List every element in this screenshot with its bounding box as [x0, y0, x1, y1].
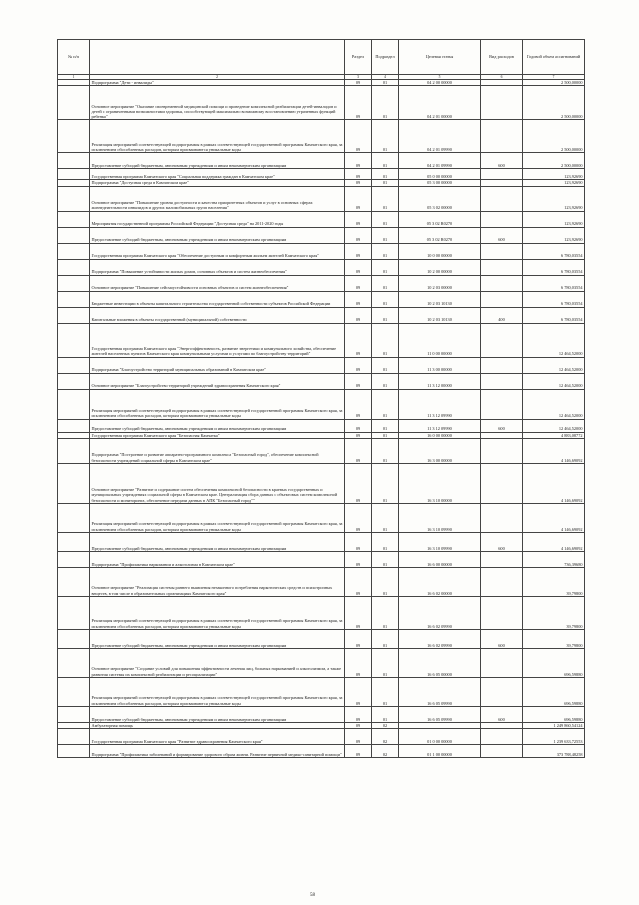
table-row [58, 551, 585, 567]
row-sum-cell: 4 883,08772 [523, 432, 585, 438]
row-vr-cell [481, 389, 523, 419]
row-razdel-cell: 09 [345, 432, 372, 438]
row-razdel-cell: 09 [345, 120, 372, 153]
row-podrazdel-cell: 01 [372, 169, 399, 180]
row-vr-cell: 600 [481, 227, 523, 243]
row-name-cell: Государственная программа Камчатского края "Развитие здравоохранения Камчатского края" [90, 728, 345, 744]
row-podrazdel-cell: 01 [372, 629, 399, 648]
row-number-cell [58, 186, 90, 211]
row-razdel-cell: 09 [345, 722, 372, 728]
table-row [58, 120, 585, 153]
row-podrazdel-cell: 01 [372, 186, 399, 211]
row-name-cell: Основное мероприятие "Развитие и содержание систем обеспечения комплексной безопасности в краевых государственных и муниципальных учреждениях социальной сферы в Камчатском крае. Централизация сбора данных с объектовых систем комплексной безопасности и мониторинга, обеспечение передачи данных в АПК "Безопасный город"" [90, 463, 345, 503]
page-number: 58 [310, 893, 315, 898]
row-name-cell: Предоставление субсидий бюджетным, автономным учреждениям и иным некоммерческим организациям [90, 153, 345, 169]
budget-table [57, 39, 585, 758]
row-razdel-cell: 09 [345, 323, 372, 357]
row-name-cell: Подпрограмма "Профилактика наркомании и алкоголизма в Камчатском крае" [90, 551, 345, 567]
row-vr-cell: 600 [481, 419, 523, 432]
row-name-cell: Подпрограмма "Профилактика заболеваний и формирование здорового образа жизни. Развитие первичной медико-санитарной помощи" [90, 744, 345, 757]
table-row [58, 373, 585, 389]
col-number: 1 [58, 75, 90, 80]
row-vr-cell [481, 291, 523, 307]
row-cs-cell: 16 0 00 00000 [399, 432, 481, 438]
row-sum-cell: 12 464,52000 [523, 419, 585, 432]
row-number-cell [58, 275, 90, 291]
row-cs-cell: 01 0 00 00000 [399, 728, 481, 744]
row-vr-cell [481, 438, 523, 463]
row-cs-cell: 16 6 02 09990 [399, 629, 481, 648]
row-name-cell: Государственная программа Камчатского края "Безопасная Камчатка" [90, 432, 345, 438]
row-vr-cell [481, 186, 523, 211]
row-podrazdel-cell: 01 [372, 120, 399, 153]
row-number-cell [58, 389, 90, 419]
row-name-cell: Подпрограмма "Дети - инвалиды" [90, 80, 345, 86]
row-sum-cell: 123,92690 [523, 211, 585, 227]
row-cs-cell: 04 2 00 00000 [399, 80, 481, 86]
row-sum-cell: 696,59880 [523, 677, 585, 706]
row-cs-cell: 10 2 03 10130 [399, 291, 481, 307]
row-cs-cell: 04 2 01 09990 [399, 153, 481, 169]
row-sum-cell: 1 239 633,72553 [523, 728, 585, 744]
header-name [90, 40, 345, 75]
row-number-cell [58, 291, 90, 307]
row-number-cell [58, 323, 90, 357]
row-vr-cell [481, 744, 523, 757]
header-vr: Вид расходов [481, 40, 523, 75]
row-number-cell [58, 419, 90, 432]
table-row [58, 227, 585, 243]
row-sum-cell: 12 464,52000 [523, 323, 585, 357]
table-row [58, 291, 585, 307]
row-razdel-cell: 09 [345, 169, 372, 180]
table-row [58, 86, 585, 120]
row-podrazdel-cell: 02 [372, 728, 399, 744]
row-cs-cell: 16 3 10 09990 [399, 532, 481, 551]
row-sum-cell: 2 500,00000 [523, 120, 585, 153]
row-name-cell: Подпрограмма "Повышение устойчивости жилых домов, основных объектов и систем жизнеобеспечения" [90, 259, 345, 275]
row-podrazdel-cell: 01 [372, 153, 399, 169]
row-razdel-cell: 09 [345, 80, 372, 86]
table-row [58, 323, 585, 357]
row-podrazdel-cell: 01 [372, 291, 399, 307]
row-name-cell: Основное мероприятие "Оказание своевременной медицинской помощи и проведение комплексной реабилитации детей-инвалидов и детей с ограниченными возможностями здоровья, способствующей максимально возможному восстановлению утраченных функций ребенка" [90, 86, 345, 120]
row-podrazdel-cell: 01 [372, 463, 399, 503]
row-vr-cell [481, 323, 523, 357]
table-row [58, 419, 585, 432]
row-podrazdel-cell: 01 [372, 275, 399, 291]
table-row [58, 596, 585, 629]
row-sum-cell: 39,79800 [523, 596, 585, 629]
row-cs-cell: 16 3 10 00000 [399, 463, 481, 503]
table-row [58, 503, 585, 532]
row-podrazdel-cell: 02 [372, 722, 399, 728]
row-sum-cell: 6 780,03554 [523, 291, 585, 307]
row-podrazdel-cell: 01 [372, 227, 399, 243]
row-razdel-cell: 09 [345, 438, 372, 463]
row-name-cell: Предоставление субсидий бюджетным, автономным учреждениям и иным некоммерческим организациям [90, 629, 345, 648]
row-razdel-cell: 09 [345, 551, 372, 567]
row-name-cell: Подпрограмма "Благоустройство территорий муниципальных образований в Камчатском крае" [90, 357, 345, 373]
row-number-cell [58, 677, 90, 706]
row-vr-cell [481, 243, 523, 259]
table-row [58, 706, 585, 722]
table-row [58, 275, 585, 291]
row-razdel-cell: 09 [345, 596, 372, 629]
row-cs-cell: 10 2 00 00000 [399, 259, 481, 275]
row-name-cell: Государственная программа Камчатского края "Энергоэффективность, развитие энергетики и коммунального хозяйства, обеспечение жителей населенных пунктов Камчатского края коммунальными услугами и услугами по благоустройству территорий" [90, 323, 345, 357]
row-number-cell [58, 169, 90, 180]
row-vr-cell [481, 86, 523, 120]
row-vr-cell: 600 [481, 706, 523, 722]
row-number-cell [58, 463, 90, 503]
row-razdel-cell: 09 [345, 153, 372, 169]
row-razdel-cell: 09 [345, 243, 372, 259]
row-podrazdel-cell: 01 [372, 373, 399, 389]
row-razdel-cell: 09 [345, 419, 372, 432]
row-number-cell [58, 706, 90, 722]
row-vr-cell [481, 259, 523, 275]
row-cs-cell: 11 3 12 09990 [399, 389, 481, 419]
row-sum-cell: 123,92690 [523, 169, 585, 180]
row-podrazdel-cell: 01 [372, 677, 399, 706]
row-number-cell [58, 567, 90, 596]
row-razdel-cell: 09 [345, 275, 372, 291]
row-number-cell [58, 503, 90, 532]
row-podrazdel-cell: 01 [372, 86, 399, 120]
row-number-cell [58, 596, 90, 629]
row-vr-cell [481, 463, 523, 503]
row-razdel-cell: 09 [345, 227, 372, 243]
row-cs-cell: 05 3 00 00000 [399, 180, 481, 186]
table-row [58, 648, 585, 677]
row-sum-cell: 6 780,03554 [523, 259, 585, 275]
row-razdel-cell: 09 [345, 389, 372, 419]
row-number-cell [58, 307, 90, 323]
table-row [58, 169, 585, 180]
header-sum: Годовой объем ассигнований [523, 40, 585, 75]
table-row [58, 389, 585, 419]
row-number-cell [58, 728, 90, 744]
row-number-cell [58, 629, 90, 648]
row-number-cell [58, 120, 90, 153]
row-vr-cell: 600 [481, 629, 523, 648]
header-cs: Целевая статья [399, 40, 481, 75]
row-podrazdel-cell: 01 [372, 80, 399, 86]
table-row [58, 186, 585, 211]
col-number: 7 [523, 75, 585, 80]
row-number-cell [58, 227, 90, 243]
row-sum-cell: 6 780,03554 [523, 307, 585, 323]
row-razdel-cell: 09 [345, 744, 372, 757]
row-name-cell: Капитальные вложения в объекты государственной (муниципальной) собственности [90, 307, 345, 323]
row-razdel-cell: 09 [345, 567, 372, 596]
row-name-cell: Государственная программа Камчатского края "Обеспечение доступным и комфортным жильем жителей Камчатского края" [90, 243, 345, 259]
header-num: № п/п [58, 40, 90, 75]
row-number-cell [58, 259, 90, 275]
row-vr-cell [481, 373, 523, 389]
row-vr-cell [481, 567, 523, 596]
row-sum-cell: 736,39680 [523, 551, 585, 567]
row-name-cell: Предоставление субсидий бюджетным, автономным учреждениям и иным некоммерческим организациям [90, 532, 345, 551]
row-cs-cell: 16 6 02 00000 [399, 567, 481, 596]
row-razdel-cell: 09 [345, 180, 372, 186]
row-cs-cell: 16 6 05 09990 [399, 706, 481, 722]
row-number-cell [58, 532, 90, 551]
row-sum-cell: 1 249 860,54124 [523, 722, 585, 728]
row-podrazdel-cell: 01 [372, 648, 399, 677]
row-number-cell [58, 211, 90, 227]
row-name-cell: Основное мероприятие "Повышение сейсмоустойчивости основных объектов и систем жизнеобеспечения" [90, 275, 345, 291]
row-sum-cell: 123,92690 [523, 186, 585, 211]
row-cs-cell: 16 6 02 09990 [399, 596, 481, 629]
row-vr-cell: 600 [481, 532, 523, 551]
table-row [58, 259, 585, 275]
row-cs-cell: 16 6 05 00000 [399, 648, 481, 677]
row-name-cell: Основное мероприятие "Благоустройство территорий учреждений здравоохранения Камчатского края" [90, 373, 345, 389]
table-body [58, 80, 585, 758]
row-sum-cell: 696,59880 [523, 706, 585, 722]
row-vr-cell: 600 [481, 153, 523, 169]
table-row [58, 677, 585, 706]
row-cs-cell: 16 3 00 00000 [399, 438, 481, 463]
row-name-cell: Предоставление субсидий бюджетным, автономным учреждениям и иным некоммерческим организациям [90, 227, 345, 243]
row-sum-cell: 12 464,52000 [523, 373, 585, 389]
row-razdel-cell: 09 [345, 648, 372, 677]
row-name-cell: Предоставление субсидий бюджетным, автономным учреждениям и иным некоммерческим организациям [90, 419, 345, 432]
row-razdel-cell: 09 [345, 357, 372, 373]
row-cs-cell: 01 1 00 00000 [399, 744, 481, 757]
row-cs-cell: 11 3 12 00000 [399, 373, 481, 389]
row-name-cell: Государственная программа Камчатского края "Социальная поддержка граждан в Камчатском крае" [90, 169, 345, 180]
table-row [58, 532, 585, 551]
row-name-cell: Реализация мероприятий соответствующей подпрограммы в рамках соответствующей государственной программы Камчатского края, за исключением обособленных расходов, которым присваиваются уникальные коды [90, 389, 345, 419]
row-number-cell [58, 648, 90, 677]
row-vr-cell [481, 503, 523, 532]
row-razdel-cell: 09 [345, 373, 372, 389]
row-vr-cell [481, 357, 523, 373]
row-sum-cell: 2 500,00000 [523, 153, 585, 169]
row-number-cell [58, 357, 90, 373]
row-podrazdel-cell: 01 [372, 259, 399, 275]
row-razdel-cell: 09 [345, 677, 372, 706]
row-cs-cell: 16 6 05 09990 [399, 677, 481, 706]
row-podrazdel-cell: 01 [372, 419, 399, 432]
row-cs-cell: 04 2 01 09990 [399, 120, 481, 153]
row-vr-cell [481, 169, 523, 180]
row-name-cell: Реализация мероприятий соответствующей подпрограммы в рамках соответствующей государственной программы Камчатского края, за исключением обособленных расходов, которым присваиваются уникальные коды [90, 596, 345, 629]
row-cs-cell: 11 3 00 00000 [399, 357, 481, 373]
row-name-cell: Бюджетные инвестиции в объекты капитального строительства государственной собственности субъектов Российской Федерации [90, 291, 345, 307]
row-sum-cell: 123,92690 [523, 227, 585, 243]
row-podrazdel-cell: 01 [372, 551, 399, 567]
row-name-cell: Реализация мероприятий соответствующей подпрограммы в рамках соответствующей государственной программы Камчатского края, за исключением обособленных расходов, которым присваиваются уникальные коды [90, 677, 345, 706]
table-row [58, 744, 585, 757]
col-number: 3 [345, 75, 372, 80]
row-podrazdel-cell: 02 [372, 744, 399, 757]
row-podrazdel-cell: 01 [372, 438, 399, 463]
table-row [58, 728, 585, 744]
row-vr-cell [481, 120, 523, 153]
row-podrazdel-cell: 01 [372, 307, 399, 323]
row-sum-cell: 696,59880 [523, 648, 585, 677]
row-cs-cell: 10 2 03 00000 [399, 275, 481, 291]
row-podrazdel-cell: 01 [372, 211, 399, 227]
row-vr-cell [481, 648, 523, 677]
table-row [58, 243, 585, 259]
row-cs-cell: 05 3 02 00000 [399, 186, 481, 211]
row-name-cell: Основное мероприятие "Реализация системы раннего выявления незаконного потребления наркотических средств и психотропных веществ, в том числе в образовательных организациях Камчатского края" [90, 567, 345, 596]
row-name-cell: Подпрограмма "Построение и развитие аппаратно-программного комплекса "Безопасный город", обеспечение комплексной безопасности учреждений социальной сферы в Камчатском крае" [90, 438, 345, 463]
row-sum-cell: 2 500,00000 [523, 80, 585, 86]
row-razdel-cell: 09 [345, 211, 372, 227]
row-razdel-cell: 09 [345, 186, 372, 211]
row-razdel-cell: 09 [345, 463, 372, 503]
row-number-cell [58, 153, 90, 169]
table-row [58, 567, 585, 596]
row-razdel-cell: 09 [345, 532, 372, 551]
table-row [58, 153, 585, 169]
col-number: 4 [372, 75, 399, 80]
table-row [58, 438, 585, 463]
row-sum-cell: 39,79800 [523, 567, 585, 596]
row-sum-cell: 6 780,03554 [523, 243, 585, 259]
row-number-cell [58, 373, 90, 389]
row-razdel-cell: 09 [345, 291, 372, 307]
header-razdel: Раздел [345, 40, 372, 75]
row-cs-cell: 16 3 10 09990 [399, 503, 481, 532]
row-sum-cell: 2 500,00000 [523, 86, 585, 120]
row-razdel-cell: 09 [345, 706, 372, 722]
row-sum-cell: 4 146,69092 [523, 463, 585, 503]
row-podrazdel-cell: 01 [372, 180, 399, 186]
row-sum-cell: 123,92690 [523, 180, 585, 186]
row-sum-cell: 4 146,69092 [523, 532, 585, 551]
row-name-cell: Основное мероприятие "Создание условий для повышения эффективности лечения лиц, больных наркоманией и алкоголизмом, а также развития системы их комплексной реабилитации и ресоциализации" [90, 648, 345, 677]
row-sum-cell: 12 464,52000 [523, 389, 585, 419]
row-sum-cell: 39,79800 [523, 629, 585, 648]
row-podrazdel-cell: 01 [372, 357, 399, 373]
row-name-cell: Реализация мероприятий соответствующей подпрограммы в рамках соответствующей государственной программы Камчатского края, за исключением обособленных расходов, которым присваиваются уникальные коды [90, 120, 345, 153]
row-vr-cell [481, 551, 523, 567]
row-vr-cell [481, 275, 523, 291]
table-row [58, 629, 585, 648]
row-razdel-cell: 09 [345, 259, 372, 275]
row-cs-cell: 04 2 01 00000 [399, 86, 481, 120]
row-podrazdel-cell: 01 [372, 532, 399, 551]
row-number-cell [58, 86, 90, 120]
table-row [58, 211, 585, 227]
row-name-cell: Предоставление субсидий бюджетным, автономным учреждениям и иным некоммерческим организациям [90, 706, 345, 722]
row-sum-cell: 4 146,69092 [523, 503, 585, 532]
row-vr-cell [481, 728, 523, 744]
row-number-cell [58, 551, 90, 567]
row-vr-cell [481, 211, 523, 227]
row-razdel-cell: 09 [345, 728, 372, 744]
header-podrazdel: Подраздел [372, 40, 399, 75]
row-vr-cell [481, 677, 523, 706]
row-razdel-cell: 09 [345, 503, 372, 532]
table-row [58, 357, 585, 373]
row-cs-cell: 05 0 00 00000 [399, 169, 481, 180]
table-row [58, 307, 585, 323]
row-name-cell: Реализация мероприятий соответствующей подпрограммы в рамках соответствующей государственной программы Камчатского края, за исключением обособленных расходов, которым присваиваются уникальные коды [90, 503, 345, 532]
row-razdel-cell: 09 [345, 307, 372, 323]
col-number: 6 [481, 75, 523, 80]
table-row [58, 463, 585, 503]
row-sum-cell: 4 146,69092 [523, 438, 585, 463]
row-podrazdel-cell: 01 [372, 567, 399, 596]
row-razdel-cell: 09 [345, 629, 372, 648]
row-cs-cell: 11 0 00 00000 [399, 323, 481, 357]
row-cs-cell: 11 3 12 09990 [399, 419, 481, 432]
row-podrazdel-cell: 01 [372, 596, 399, 629]
row-vr-cell: 400 [481, 307, 523, 323]
row-razdel-cell: 09 [345, 86, 372, 120]
row-sum-cell: 373 788,48258 [523, 744, 585, 757]
table-header-row [58, 40, 585, 75]
row-name-cell: Мероприятия государственной программы Российской Федерации "Доступная среда" на 2011-2020 годы [90, 211, 345, 227]
row-cs-cell: 05 3 02 R0270 [399, 211, 481, 227]
row-cs-cell: 10 2 03 10130 [399, 307, 481, 323]
col-number: 5 [399, 75, 481, 80]
row-podrazdel-cell: 01 [372, 503, 399, 532]
row-number-cell [58, 744, 90, 757]
row-podrazdel-cell: 01 [372, 323, 399, 357]
row-number-cell [58, 438, 90, 463]
row-number-cell [58, 243, 90, 259]
row-sum-cell: 6 780,03554 [523, 275, 585, 291]
row-sum-cell: 12 464,52000 [523, 357, 585, 373]
row-vr-cell [481, 596, 523, 629]
row-cs-cell: 05 3 02 R0270 [399, 227, 481, 243]
row-cs-cell: 16 6 00 00000 [399, 551, 481, 567]
row-podrazdel-cell: 01 [372, 389, 399, 419]
row-podrazdel-cell: 01 [372, 706, 399, 722]
row-name-cell: Основное мероприятие "Повышение уровня доступности и качества приоритетных объектов и услуг в основных сферах жизнедеятельности инвалидов и других маломобильных групп населения" [90, 186, 345, 211]
row-name-cell: Подпрограмма "Доступная среда в Камчатском крае" [90, 180, 345, 186]
col-number: 2 [90, 75, 345, 80]
row-podrazdel-cell: 01 [372, 243, 399, 259]
row-cs-cell: 10 0 00 00000 [399, 243, 481, 259]
row-podrazdel-cell: 01 [372, 432, 399, 438]
row-name-cell: Амбулаторная помощь [90, 722, 345, 728]
